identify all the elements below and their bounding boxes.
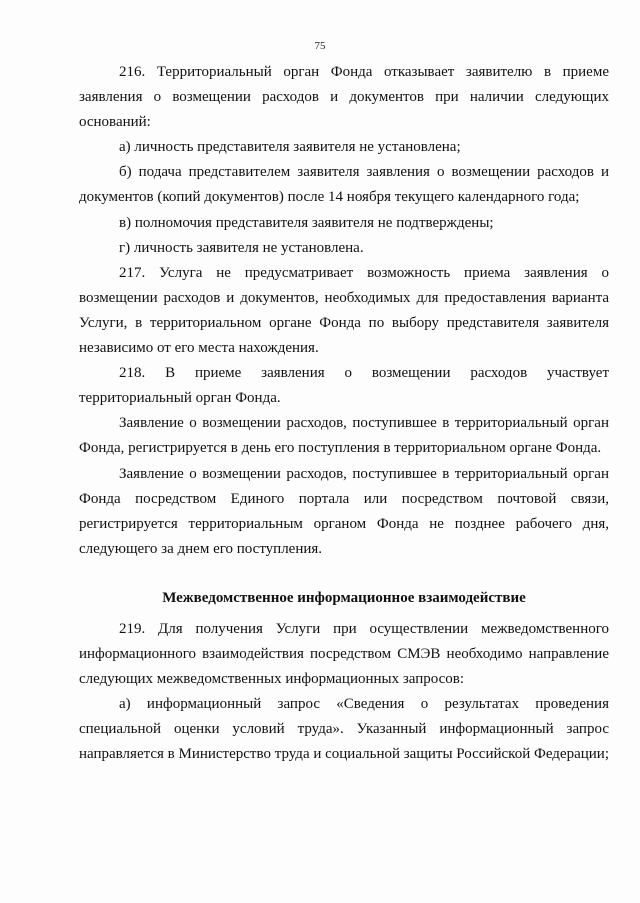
paragraph-216-a: а) личность представителя заявителя не установлена;: [119, 139, 461, 156]
paragraph-216-g: г) личность заявителя не установлена.: [119, 239, 364, 256]
paragraph-217: 217. Услуга не предусматривает возможность приема заявления о возмещении расходов и документов, необходимых для предоставления варианта Услуги, в территориальном органе Фонда по выбору представителя заявителя независимо от его места нахождения.: [79, 264, 609, 357]
paragraph-216-b: б) подача представителем заявителя заявления о возмещении расходов и документов (копий документов) после 14 ноября текущего календарного года;: [79, 164, 609, 206]
document-body: [79, 60, 609, 768]
paragraph-219-a: а) информационный запрос «Сведения о результатах проведения специальной оценки условий труда». Указанный информационный запрос направляется в Министерство труда и социальной защиты Российской Федерации;: [79, 696, 609, 763]
paragraph-218-registration-portal: Заявление о возмещении расходов, поступившее в территориальный орган Фонда посредством Единого портала или посредством почтовой связи, регистрируется территориальным органом Фонда не позднее рабочего дня, следующего за днем его поступления.: [79, 465, 609, 557]
section-heading: Межведомственное информационное взаимодействие: [162, 589, 526, 606]
paragraph-219: 219. Для получения Услуги при осуществлении межведомственного информационного взаимодействия посредством СМЭВ необходимо направление следующих межведомственных информационных запросов:: [79, 620, 609, 688]
paragraph-218-registration-same-day: Заявление о возмещении расходов, поступившее в территориальный орган Фонда, регистрируется в день его поступления в территориальном органе Фонда.: [79, 415, 609, 457]
page-number: 75: [314, 40, 326, 52]
paragraph-216-v: в) полномочия представителя заявителя не подтверждены;: [119, 214, 494, 231]
paragraph-218: 218. В приеме заявления о возмещении расходов участвует территориальный орган Фонда.: [79, 365, 609, 407]
paragraph-216: 216. Территориальный орган Фонда отказывает заявителю в приеме заявления о возмещении расходов и документов при наличии следующих оснований:: [79, 64, 609, 131]
